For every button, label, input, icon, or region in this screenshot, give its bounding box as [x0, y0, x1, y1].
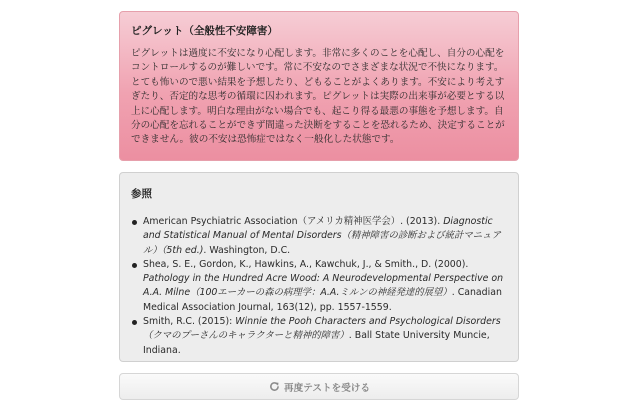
reference-text: Smith, R.C. (2015): — [143, 316, 236, 328]
reference-text: Shea, S. E., Gordon, K., Hawkins, A., Kawchuk, J., & Smith., D. (2000). — [143, 258, 469, 270]
reference-title: Diagnostic and Statistical Manual of Mental Disorders（精神障害の診断および統計マニュアル）（5th ed.) — [143, 216, 501, 256]
refresh-icon — [268, 381, 280, 393]
references-list — [131, 215, 507, 358]
bullet-icon — [132, 263, 137, 268]
reference-text: . Washington, D.C. — [203, 244, 291, 256]
bullet-icon — [132, 220, 137, 225]
reference-title: Winnie the Pooh Characters and Psychological Disorders（クマのプーさんのキャラクターと精神的障害） — [143, 316, 501, 342]
references-card — [119, 172, 519, 362]
result-title: ピグレット（全般性不安障害） — [131, 25, 278, 37]
result-card — [119, 11, 519, 161]
retake-test-label: 再度テストを受ける — [284, 382, 370, 394]
reference-text: American Psychiatric Association（アメリカ精神医学会）. (2013). — [143, 216, 444, 227]
reference-item — [131, 315, 507, 358]
reference-text: . Canadian Medical Association Journal, 163(12), pp. 1557-1559. — [143, 287, 502, 313]
retake-test-button[interactable] — [119, 373, 519, 400]
bullet-icon — [132, 320, 137, 325]
references-title: 参照 — [131, 188, 152, 200]
reference-text: . Ball State University Muncie, Indiana. — [143, 330, 490, 356]
reference-item — [131, 215, 507, 258]
reference-item — [131, 258, 507, 315]
reference-title: Pathology in the Hundred Acre Wood: A Neurodevelopmental Perspective on A.A. Milne（100エーカーの森の病理学：A.A.ミルンの神経発達的展望） — [143, 273, 504, 299]
result-description: ピグレットは過度に不安になり心配します。非常に多くのことを心配し、自分の心配をコントロールするのが難しいです。常に不安なのでさまざまな状況で不快になります。とても怖いので悪い結果を予想したり、どもることがよくあります。不安により考えすぎたり、否定的な思考の循環に囚われます。ピグレットは実際の出来事が必要とする以上に心配します。明白な理由がない場合でも、起こり得る最悪の事態を予想します。自分の心配を忘れることができず間違った決断をすることを恐れるため、決定することができません。彼の不安は恐怖症ではなく一般化した状態です。 — [131, 48, 505, 146]
